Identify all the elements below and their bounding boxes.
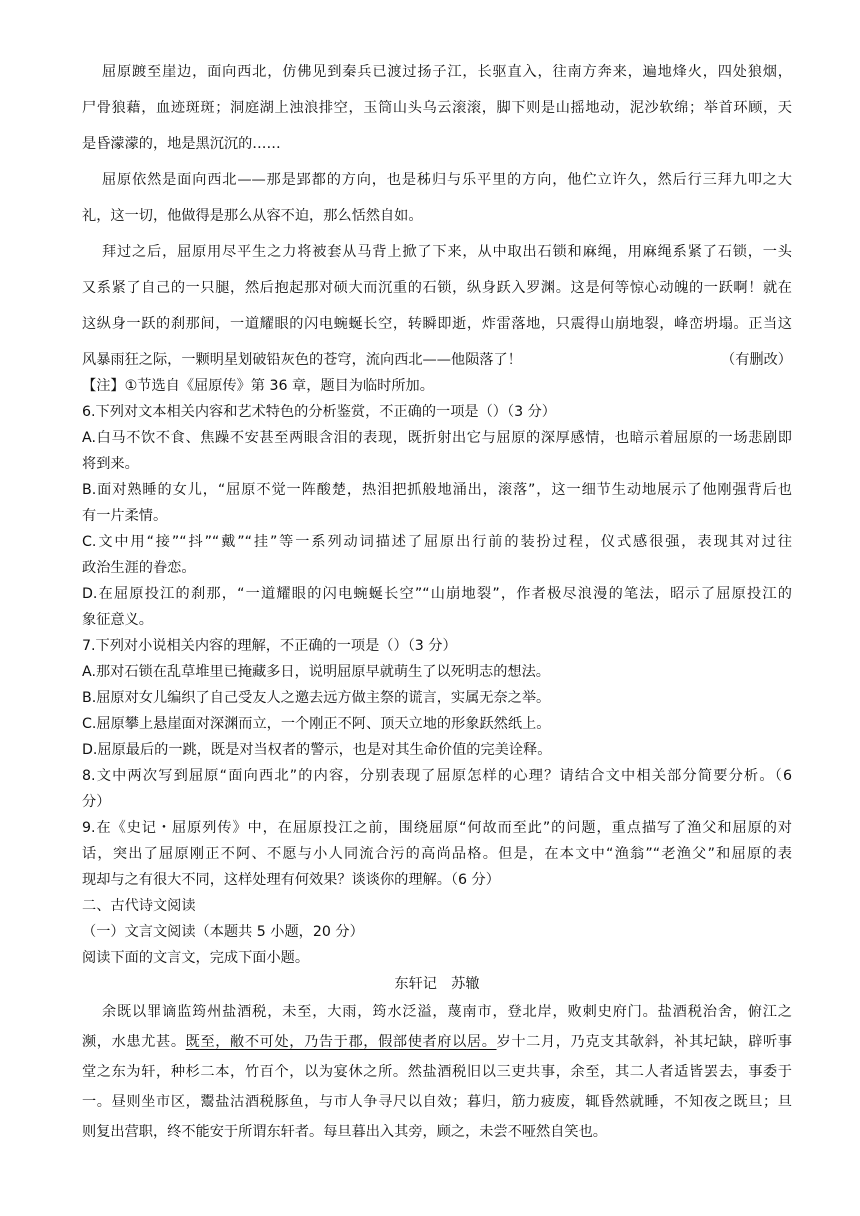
subsection-title: （一）文言文阅读（本题共 5 小题，20 分） xyxy=(82,924,364,940)
story-line: 拜过之后，屈原用尽平生之力将被套从马背上掀了下来，从中取出石锁和麻绳，用麻绳系紧了石锁，一头 xyxy=(102,244,792,260)
story-line xyxy=(82,350,792,370)
footnote: 【注】①节选自《屈原传》第 36 章，题目为临时所加。 xyxy=(82,378,434,394)
q6-option-d: D.在屈原投江的刹那，“一道耀眼的闪电蜿蜒长空”“山崩地裂”，作者极尽浪漫的笔法，昭示了屈原投江的 xyxy=(82,586,792,602)
instruction: 阅读下面的文言文，完成下面小题。 xyxy=(82,950,310,966)
classical-text: 岁十二月，乃克支其欹斜，补其圮缺，辟听事 xyxy=(496,1034,792,1050)
question-9: 9.在《史记・屈原列传》中，在屈原投江之前，围绕屈原“何故而至此”的问题，重点描写了渔父和屈原的对 xyxy=(82,820,792,836)
question-7: 7.下列对小说相关内容的理解，不正确的一项是（）（3 分） xyxy=(82,638,457,654)
q6-option-b: B.面对熟睡的女儿，“屈原不觉一阵酸楚，热泪把抓般地涌出，滚落”，这一细节生动地展示了他刚强背后也 xyxy=(82,482,792,498)
story-line: 礼，这一切，他做得是那么从容不迫，那么恬然自如。 xyxy=(82,208,423,224)
section-title: 二、古代诗文阅读 xyxy=(82,898,196,914)
classical-line: 则复出营职，终不能安于所谓东轩者。每旦暮出入其旁，顾之，未尝不哑然自笑也。 xyxy=(82,1124,607,1140)
q7-option-a: A.那对石锁在乱草堆里已掩藏多日，说明屈原早就萌生了以死明志的想法。 xyxy=(82,664,550,680)
story-line: 屈原踱至崖边，面向西北，仿佛见到秦兵已渡过扬子江，长驱直入，往南方奔来，遍地烽火，四处狼烟， xyxy=(102,64,792,80)
q6-option-a: A.白马不饮不食、焦躁不安甚至两眼含泪的表现，既折射出它与屈原的深厚感情，也暗示着屈原的一场悲剧即 xyxy=(82,430,792,446)
story-line: 又系紧了自己的一只腿，然后抱起那对硕大而沉重的石锁，纵身跃入罗渊。这是何等惊心动魄的一跃啊！就在 xyxy=(82,280,792,296)
story-line-text: 风暴雨狂之际，一颗明星划破铅灰色的苍穹，流向西北——他陨落了！ xyxy=(82,352,522,368)
question-9-cont: 现却与之有很大不同，这样处理有何效果？谈谈你的理解。（6 分） xyxy=(82,872,500,888)
q7-option-b: B.屈原对女儿编织了自己受友人之邀去远方做主祭的谎言，实属无奈之举。 xyxy=(82,690,551,706)
question-8-cont: 分） xyxy=(82,794,111,810)
question-8: 8.文中两次写到屈原“面向西北”的内容，分别表现了屈原怎样的心理？请结合文中相关部分简要分析。（6 xyxy=(82,768,792,784)
q7-option-d: D.屈原最后的一跳，既是对当权者的警示，也是对其生命价值的完美诠释。 xyxy=(82,742,552,758)
classical-line: 一。昼则坐市区，鬻盐沽酒税豚鱼，与市人争寻尺以自效；暮归，筋力疲废，辄昏然就睡，不知夜之既旦；旦 xyxy=(82,1094,792,1110)
story-line: 是昏濛濛的，地是黑沉沉的…… xyxy=(82,136,281,152)
q7-option-c: C.屈原攀上悬崖面对深渊而立，一个刚正不阿、顶天立地的形象跃然纸上。 xyxy=(82,716,551,732)
classical-title: 东轩记 苏辙 xyxy=(394,976,480,992)
q6-option-c-cont: 政治生涯的眷恋。 xyxy=(82,560,196,576)
story-line: 屈原依然是面向西北——那是郢都的方向，也是秭归与乐平里的方向，他伫立许久，然后行三拜九叩之大 xyxy=(102,172,792,188)
story-line: 这纵身一跃的刹那间，一道耀眼的闪电蜿蜒长空，转瞬即逝，炸雷落地，只震得山崩地裂，峰峦坍塌。正当这 xyxy=(82,316,792,332)
q6-option-c: C.文中用“接”“抖”“戴”“挂”等一系列动词描述了屈原出行前的装扮过程，仪式感很强，表现其对过往 xyxy=(82,534,792,550)
classical-line: 余既以罪谪监筠州盐酒税，未至，大雨，筠水泛溢，蔑南市，登北岸，败刺史府门。盐酒税治舍，俯江之 xyxy=(102,1004,792,1020)
underlined-sentence: 既至，敝不可处，乃告于郡，假部使者府以居。 xyxy=(185,1034,497,1050)
classical-line xyxy=(82,1032,792,1052)
q6-option-a-cont: 将到来。 xyxy=(82,456,139,472)
q6-option-b-cont: 有一片柔情。 xyxy=(82,508,168,524)
question-6: 6.下列对文本相关内容和艺术特色的分析鉴赏，不正确的一项是（）（3 分） xyxy=(82,404,556,420)
classical-line: 堂之东为轩，种杉二本，竹百个，以为宴休之所。然盐酒税旧以三吏共事，余至，其二人者适皆罢去，事委于 xyxy=(82,1064,792,1080)
classical-text: 濒，水患尤甚。 xyxy=(82,1034,186,1050)
edit-note: （有删改） xyxy=(721,352,792,368)
story-line: 尸骨狼藉，血迹斑斑；洞庭湖上浊浪排空，玉筒山头乌云滚滚，脚下则是山摇地动，泥沙软绵；举首环顾，天 xyxy=(82,100,792,116)
question-9-cont: 话，突出了屈原刚正不阿、不愿与小人同流合污的高尚品格。但是，在本文中“渔翁”“老渔父”和屈原的表 xyxy=(82,846,792,862)
q6-option-d-cont: 象征意义。 xyxy=(82,612,153,628)
